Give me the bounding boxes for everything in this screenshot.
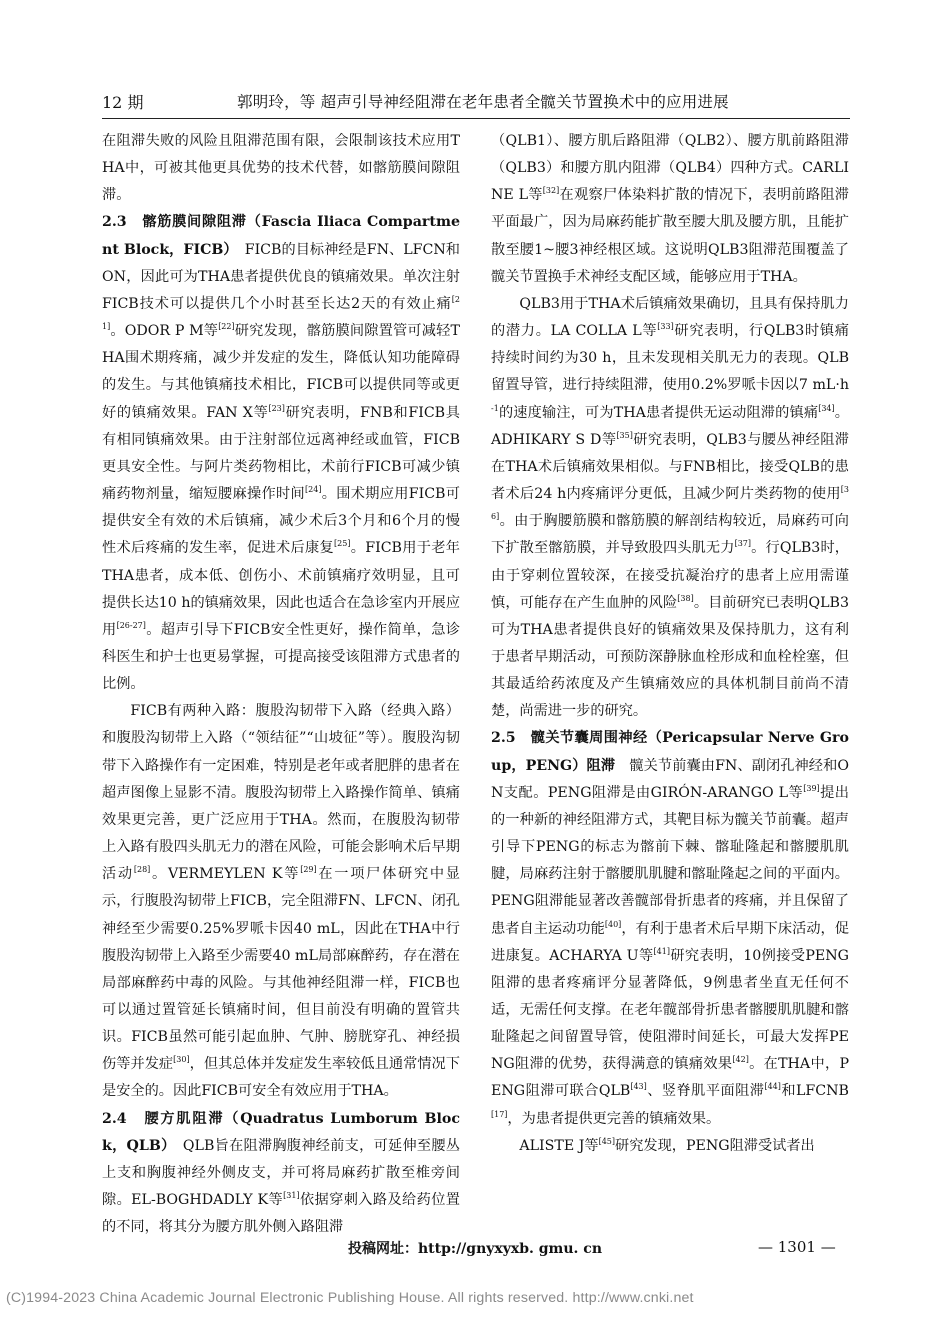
copyright-line: (C)1994-2023 China Academic Journal Electronic Publishing House. All rights reserved. http://www.cnki.net — [6, 1290, 694, 1306]
citation[interactable]: [39] — [803, 783, 820, 793]
paragraph-peng-study: ALISTE J等[45]研究发现，PENG阻滞受试者出 — [519, 1136, 815, 1154]
citation[interactable]: [34] — [818, 403, 835, 413]
unit-exponent: -1 — [491, 403, 499, 413]
citation[interactable]: [36] — [491, 485, 849, 522]
citation[interactable]: [24] — [305, 485, 322, 495]
running-header — [102, 90, 852, 116]
section-heading-2-5: 2.5 髋关节囊周围神经（Pericapsular Nerve Group，PENG）阻滞 — [491, 730, 849, 774]
paragraph-qlb3: QLB3用于THA术后镇痛效果确切，且具有保持肌力的潜力。LA COLLA L等[33]研究表明，行QLB3时镇痛持续时间约为30 h，且未发现相关肌无力的表现。QLB留置导管，进行持续阻滞，使用0.2%罗哌卡因以7 $mL\cdot h^{-1}$的速度输注，可为THA患者提供无运动阻滞的镇痛[34]。ADHIKARY S D等[35]研究表明，QLB3与腰丛神经阻滞在THA术后镇痛效果相似。与FNB相比，接受QLB的患者术后24 h内疼痛评分更低，且减少阿片类药物的使用[36]。由于胸腰筋膜和髂筋膜的解剖结构较近，局麻药可向下扩散至髂筋膜，并导致股四头肌无力[37]。行QLB3时，由于穿刺位置较深，在接受抗凝治疗的患者上应用需谨慎，可能存在产生血肿的风险[38]。目前研究已表明QLB3可为THA患者提供良好的镇痛效果及保持肌力，这有利于患者早期活动，可预防深静脉血栓形成和血栓栓塞，但其最适给药浓度及产生镇痛效应的具体机制目前尚不清楚，尚需进一步的研究。 — [491, 295, 849, 720]
issue-number: 12 期 — [102, 93, 144, 112]
citation[interactable]: [33] — [657, 322, 674, 332]
citation[interactable]: [40] — [604, 919, 622, 929]
right-column — [491, 128, 849, 1160]
citation[interactable]: [26-27] — [116, 620, 146, 630]
paragraph-continued: 在阻滞失败的风险且阻滞范围有限，会限制该技术应用THA中，可被其他更具优势的技术代替，如髂筋膜间隙阻滞。 — [102, 133, 460, 204]
citation[interactable]: [29] — [300, 865, 317, 875]
citation[interactable]: [43] — [630, 1082, 647, 1092]
citation[interactable]: [17] — [491, 1109, 508, 1119]
citation[interactable]: [22] — [218, 322, 235, 332]
citation[interactable]: [37] — [734, 539, 752, 549]
running-title: 郭明玲，等 超声引导神经阻滞在老年患者全髋关节置换术中的应用进展 — [237, 93, 729, 111]
section-heading-2-3: 2.3 髂筋膜间隙阻滞（Fascia Iliaca Compartment Block，FICB） — [102, 214, 460, 258]
citation[interactable]: [28] — [133, 865, 151, 875]
citation[interactable]: [32] — [542, 186, 560, 196]
citation[interactable]: [23] — [268, 403, 285, 413]
citation[interactable]: [30] — [173, 1055, 190, 1065]
citation[interactable]: [38] — [677, 593, 694, 603]
section-2-3: 2.3 髂筋膜间隙阻滞（Fascia Iliaca Compartment Block，FICB） FICB的目标神经是FN、LFCN和ON，因此可为THA患者提供优良的镇痛效果。单次注射FICB技术可以提供几个小时甚至长达2天的有效止痛[21]。ODOR P M等[22]研究发现，髂筋膜间隙置管可减轻THA围术期疼痛，减少并发症的发生，降低认知功能障碍的发生。与其他镇痛技术相比，FICB可以提供同等或更好的镇痛效果。FAN X等[23]研究表明，FNB和FICB具有相同镇痛效果。由于注射部位远离神经或血管，FICB更具安全性。与阿片类药物相比，术前行FICB可减少镇痛药物剂量，缩短腰麻操作时间[24]。围术期应用FICB可提供安全有效的术后镇痛，减少术后3个月和6个月的慢性术后疼痛的发生率，促进术后康复[25]。FICB用于老年THA患者，成本低、创伤小、术前镇痛疗效明显，且可提供长达10 h的镇痛效果，因此也适合在急诊室内开展应用[26-27]。超声引导下FICB安全性更好，操作简单，急诊科医生和护士也更易掌握，可提高接受该阻滞方式患者的比例。 — [102, 214, 461, 693]
citation[interactable]: [21] — [102, 294, 460, 332]
paragraph-qlb-types: （QLB1）、腰方肌后路阻滞（QLB2）、腰方肌前路阻滞（QLB3）和腰方肌内阻滞（QLB4）四种方式。CARLINE L等[32]在观察尸体染料扩散的情况下，表明前路阻滞平面最广，因为局麻药能扩散至腰大肌及腰方肌，且能扩散至腰1~腰3神经根区域。这说明QLB3阻滞范围覆盖了髋关节置换手术神经支配区域，能够应用于THA。 — [491, 133, 849, 285]
section-2-4: 2.4 腰方肌阻滞（Quadratus Lumborum Block，QLB） QLB旨在阻滞胸腹神经前支，可延伸至腰丛上支和胸腹神经外侧皮支，并可将局麻药扩散至椎旁间隙。EL-BOGHDADLY K等[31]依据穿刺入路及给药位置的不同，将其分为腰方肌外侧入路阻滞 — [102, 1110, 460, 1236]
citation[interactable]: [44] — [764, 1082, 781, 1092]
citation[interactable]: [45] — [598, 1136, 616, 1146]
paragraph-ficb-approaches: FICB有两种入路：腹股沟韧带下入路（经典入路）和腹股沟韧带上入路（“领结征”“山坡征”等）。腹股沟韧带下入路操作有一定困难，特别是老年或者肥胖的患者在超声图像上显影不清。腹股沟韧带上入路操作简单、镇痛效果更完善，更广泛应用于THA。然而，在腹股沟韧带上入路有股四头肌无力的潜在风险，可能会影响术后早期活动[28]。VERMEYLEN K等[29]在一项尸体研究中显示，行腹股沟韧带上FICB，完全阻滞FN、LFCN、闭孔神经至少需要0.25%罗哌卡因40 mL，因此在THA中行腹股沟韧带上入路至少需要40 mL局部麻醉药，存在潜在局部麻醉药中毒的风险。与其他神经阻滞一样，FICB也可以通过置管延长镇痛时间，但目前没有明确的置管共识。FICB虽然可能引起血肿、气肿、膀胱穿孔、神经损伤等并发症[30]，但其总体并发症发生率较低且通常情况下是安全的。因此FICB可安全有效应用于THA。 — [102, 703, 460, 1100]
citation[interactable]: [35] — [616, 430, 633, 440]
citation[interactable]: [25] — [334, 539, 351, 549]
section-heading-2-4: 2.4 腰方肌阻滞（Quadratus Lumborum Block，QLB） — [102, 1110, 460, 1154]
header-divider — [102, 118, 850, 119]
citation[interactable]: [31] — [283, 1191, 300, 1201]
section-2-5: 2.5 髋关节囊周围神经（Pericapsular Nerve Group，PENG）阻滞 髋关节前囊由FN、副闭孔神经和ON支配。PENG阻滞是由GIRÓN-ARANGO L等[39]提出的一种新的神经阻滞方式，其靶目标为髋关节前囊。超声引导下PENG的标志为髂前下棘、髂耻隆起和髂腰肌肌腱，局麻药注射于髂腰肌肌腱和髂耻隆起之间的平面内。PENG阻滞能显著改善髋部骨折患者的疼痛，并且保留了患者自主运动功能[40]，有利于患者术后早期下床活动，促进康复。ACHARYA U等[41]研究表明，10例接受PENG阻滞的患者疼痛评分显著降低，9例患者坐直无任何不适，无需任何支撑。在老年髋部骨折患者髂腰肌肌腱和髂耻隆起之间留置导管，使阻滞时间延长，可最大发挥PENG阻滞的优势，获得满意的镇痛效果[42]。在THA中，PENG阻滞可联合QLB[43]、竖脊肌平面阻滞[44]和LFCNB[17]，为患者提供更完善的镇痛效果。 — [491, 730, 849, 1127]
citation[interactable]: [41] — [653, 946, 670, 956]
submission-url[interactable]: 投稿网址：http://gnyxyxb. gmu. cn — [348, 1241, 602, 1257]
page-number: — 1301 — — [758, 1238, 836, 1256]
citation[interactable]: [42] — [732, 1055, 749, 1065]
left-column — [102, 128, 460, 1241]
